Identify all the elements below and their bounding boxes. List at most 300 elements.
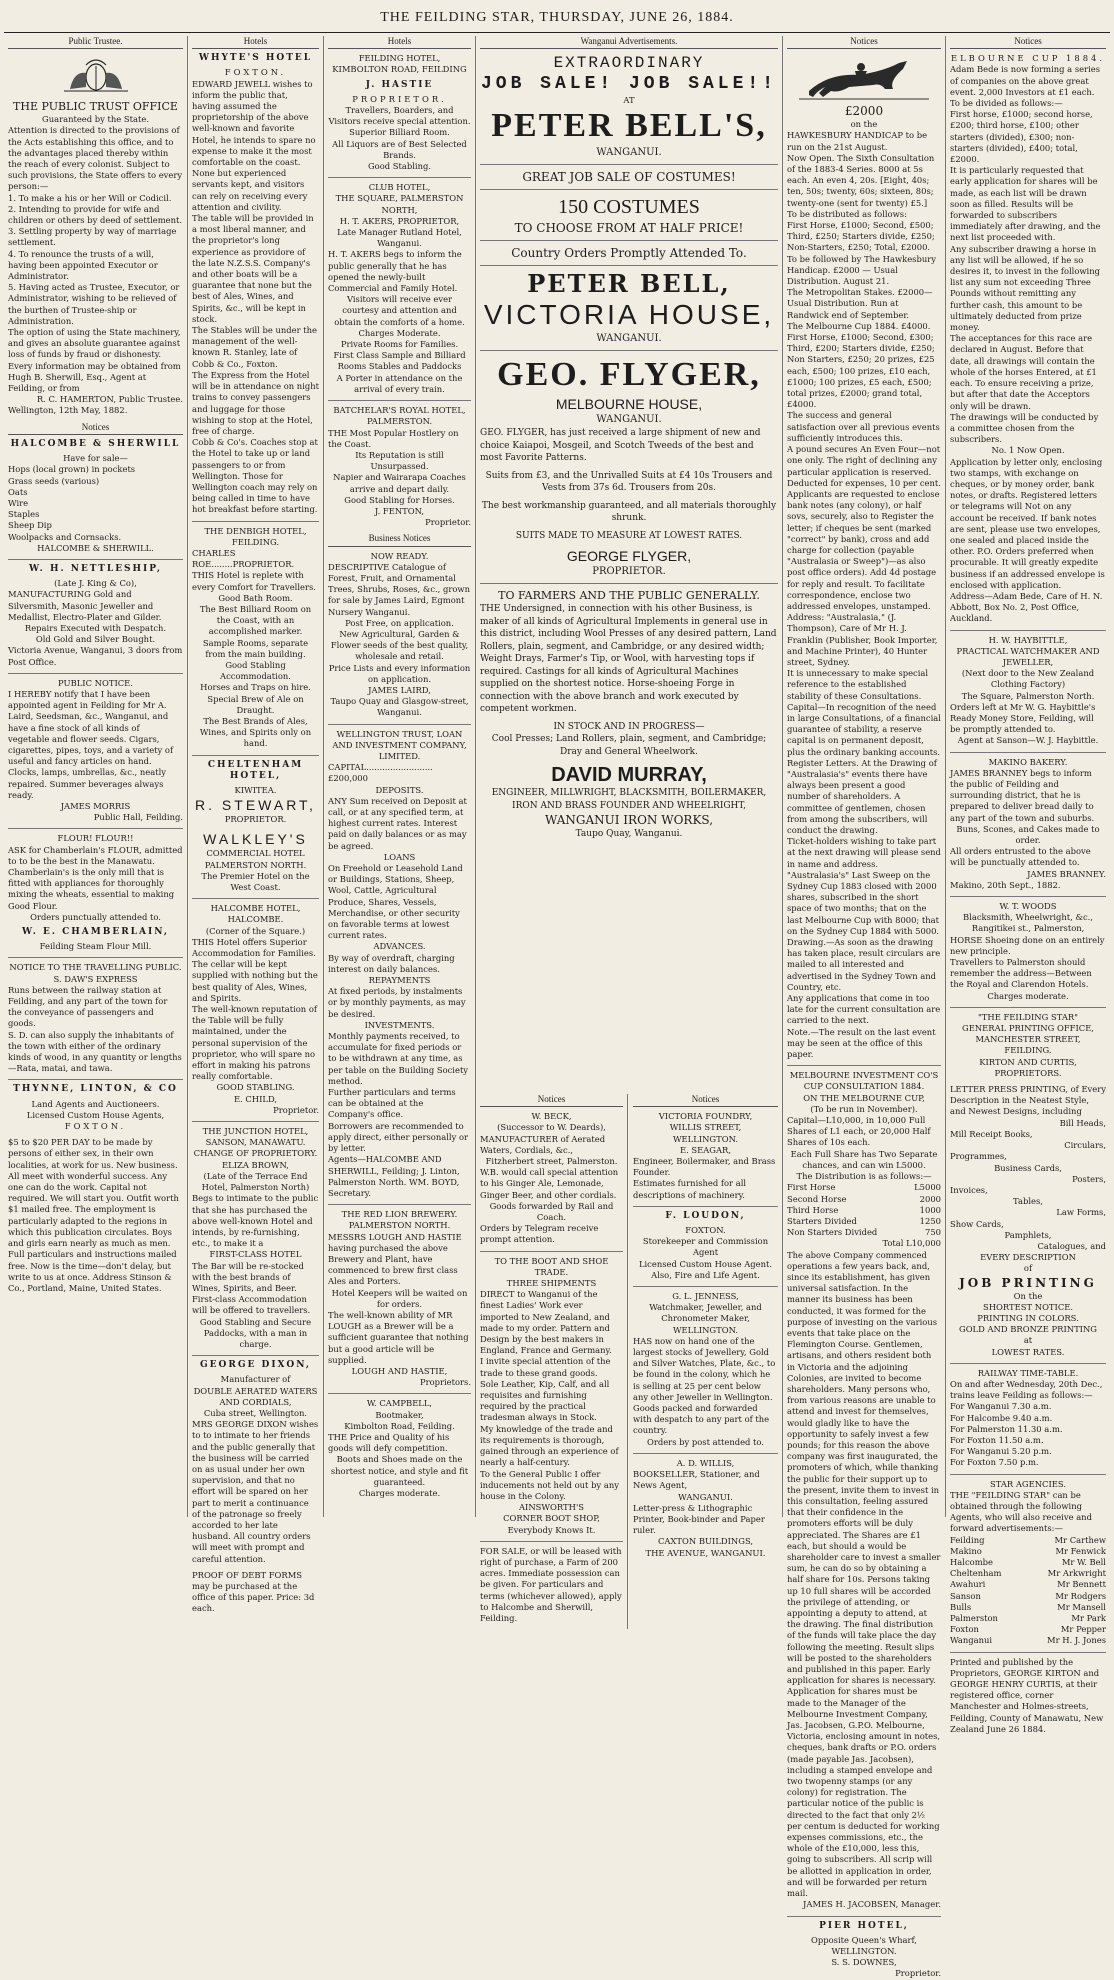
table-cell: First Horse — [787, 1182, 836, 1193]
divider — [192, 521, 319, 522]
ad-title: THYNNE, LINTON, & CO — [13, 1084, 178, 1095]
divider — [8, 957, 183, 958]
melbourne-investment-ad — [787, 1070, 941, 1910]
print-heading: EVERY DESCRIPTION — [980, 1252, 1076, 1263]
ad-body: No. 1 Now Open. — [991, 445, 1065, 456]
list-item — [950, 1635, 1106, 1646]
ad-signature: Proprietors. — [419, 1377, 471, 1388]
ad-body: The acceptances for this race are declared in August. Before that date, all drawings will contain the whole of the horses Entered, at £1 each. To ensure receiving a prize, but after that date the Acceptors only will be drawn. — [950, 333, 1097, 411]
table-cell: Non Starters Divided — [787, 1227, 878, 1238]
ad-body: The option of using the State machinery, and gives an absolute guarantee against loss of funds by fraud or dishonesty. — [8, 327, 181, 360]
ad-signature: W. E. CHAMBERLAIN, — [22, 927, 169, 938]
ad-body: Capital—L10,000, in 10,000 Full Shares of L1 each, or 20,000 Half Shares of 10s each. — [787, 1115, 931, 1148]
ad-title: VICTORIA FOUNDRY, — [658, 1111, 753, 1122]
divider — [8, 673, 183, 674]
ad-subtitle: ON THE MELBOURNE CUP, — [803, 1092, 925, 1103]
ad-body: Charges moderate. — [358, 1487, 441, 1498]
list-item — [950, 1557, 1106, 1568]
ad-address: Fitzherbert street, Palmerston. — [485, 1156, 618, 1167]
ad-body: THE Most Popular Hostlery on the Coast. — [328, 427, 459, 449]
ad-body: To be distributed as follows: — [787, 208, 907, 219]
ad-body: DESCRIPTIVE Catalogue of Forest, Fruit, and Ornamental Trees, Shrubs, Roses, &c., grown for sale by James Laird, Egmont Nursery Wanganui. — [328, 561, 470, 617]
sale-at: AT — [623, 95, 635, 106]
ad-body: Borrowers are recommended to apply direct, either personally or by letter. — [328, 1120, 469, 1154]
agent-town: Wanganui — [950, 1635, 993, 1646]
ad-body: Good Stabling and Secure Paddocks, with a man in charge. — [199, 1316, 312, 1349]
ad-body: 1. To make a his or her Will or Codicil. — [8, 192, 172, 203]
flyger-title: GEO. FLYGER, — [497, 356, 761, 394]
agent-town: Palmerston — [950, 1613, 998, 1624]
murray-body: THE Undersigned, in connection with his other Business, is maker of all kinds of Agricultural Implements in general use in this district, including Wool Presses of any desired pattern, Land Rollers, plain, segment, and Cambridge, or any desired width; Weight Drays, Farmer's Tip, or Wool, with harvesting tops if required. Castings for all kinds of Agricultural Machines supplied on the shortest notice. Horse-shoeing Forge in connection with the above branch and work executed by competent workmen. — [480, 604, 777, 715]
divider — [192, 898, 319, 899]
list-item — [950, 1568, 1106, 1579]
ad-body: GOOD STABLING. — [216, 1082, 295, 1093]
ad-body: Agent at Sanson—W. J. Haybittle. — [957, 735, 1099, 746]
ad-title: MAKINO BAKERY. — [988, 756, 1068, 767]
iron-works-title: WANGANUI IRON WORKS, — [544, 813, 714, 828]
ad-body: The well-known reputation of the Table will be fully maintained, under the personal supervision of the proprietor, who will spare no effort in making his patrons really comfortable. — [192, 1004, 318, 1082]
ad-body: Repairs Executed with Despatch. — [24, 622, 167, 633]
divider — [480, 164, 778, 165]
ad-title: WHYTE'S HOTEL — [198, 53, 313, 64]
divider — [633, 1286, 778, 1287]
ad-title: W. CAMPBELL, — [366, 1398, 433, 1409]
ad-body: Old Gold and Silver Bought. — [35, 634, 156, 645]
table-row — [787, 1182, 941, 1193]
ad-body: It is unnecessary to make special reference to the established stability of these Consultations. — [787, 668, 929, 701]
per-day-ad — [8, 1137, 183, 1294]
ad-body: Good Bath Room. — [218, 592, 293, 603]
ad-body: The above Company commenced operations a few years back, and, since its establishment, has given universal satisfaction. In the manner its business has been conducted, it was formed for the purpose of investing on the various events that take place on the Flemington Course. Gentlemen, artisans, and others resident both in Victoria and the adjoining Colonies, are invited to become shareholders. Many persons who, from various reasons are unable to attend and invest for themselves, would gladly like to have the opportunity to safely invest a few pounds; for this reason the above company was first inaugurated, the promoters of which, while thanking the public for their support up to the present, invite them to invest in this consultation, feeling assured that their confidence in the promoters efforts will be duly appreciated. The Shares are £1 each, but should a would be shareholder care to invest a smaller sum, he can do so by obtaining a half share for 10s. Persons taking up 10 full shares will be accorded the privilege of attending, or appointing a deputy to attend, at the drawing. The final distribution of the funds will take place the day following the meeting. Result slips will be posted to the shareholders and published in this paper. Early application for shares is necessary. Application for shares must be made to the Manager of the Melbourne Investment Company, Jas. Jacobsen, G.P.O. Melbourne, Victoria, enclosing amount in notes, cheques, bank drafts or P.O. orders (made payable Jas. Jacobsen), including a stamped envelope and two twopenny stamps (or any colony) for registration. The particular notice of the public is directed to the fact that only 2½ per centum is deducted for working expenses commissions, etc., the whole of the £10,000, less this, going to subscribers. All scrip will be allotted in application in order, and will be forwarded per return mail. — [787, 1249, 941, 1899]
agent-town: Halcombe — [950, 1557, 993, 1567]
ad-body: A pound secures An Even Four—not one only. The right of declining any particular application is reserved. — [787, 444, 941, 477]
ad-body: Good Stabling for Horses. — [344, 494, 455, 505]
ad-subtitle: PRACTICAL WATCHMAKER AND JEWELLER, — [956, 645, 1100, 667]
ad-subheading: REPAYMENTS — [368, 975, 431, 986]
ad-subtitle: FEILDING. — [231, 536, 280, 547]
murray-trades: ENGINEER, MILLWRIGHT, BLACKSMITH, BOILERMAKER, IRON AND BRASS FOUNDER AND WHEELRIGHT, — [491, 788, 767, 811]
table-cell: Starters Divided — [787, 1215, 857, 1226]
divider — [480, 189, 778, 190]
ad-body: On and after Wednesday, 20th Dec., trains leave Feilding as follows:— — [950, 1378, 1103, 1401]
ad-body: Attention is directed to the provisions of the Acts establishing this office, and to the advantages placed thereby within the reach of every colonist. Subject to such provisions, the State offers to every person:— — [8, 125, 183, 192]
ad-body: ANY Sum received on Deposit at call, or at any specified term, at highest current rates. Interest paid on daily balances or as may be agreed. — [328, 795, 467, 851]
ad-subtitle: KIWITEA. — [234, 785, 277, 795]
ad-title: W. BECK, — [531, 1111, 572, 1122]
flyger-body: GEO. FLYGER, has just received a large shipment of new and choice Kaiapoi, Mosgeil, and Scotch Tweeds of the best and most Favorite Patterns. — [480, 428, 761, 464]
ad-title: HALCOMBE HOTEL, — [210, 903, 301, 914]
ad-body: FIRST-CLASS HOTEL — [209, 1249, 302, 1260]
list-item — [950, 1624, 1106, 1635]
ad-body: MRS GEORGE DIXON wishes to to intimate to her friends and the public generally that the business will be carried on as usual under her own supervision, and that no effort will be spared on her part to merit a continuance of the patronage so freely accorded to her late husband. All country orders will meet with prompt and careful attention. — [192, 1419, 319, 1564]
flyger-proprietor: PROPRIETOR. — [592, 566, 666, 578]
divider — [787, 1916, 941, 1917]
column-hotels-1 — [188, 36, 323, 1614]
ad-body: The Bar will be re-stocked with the best brands of Wines, Spirits, and Beer. — [192, 1260, 304, 1293]
print-item: Programmes, — [950, 1151, 1007, 1162]
table-row — [787, 1205, 941, 1216]
print-heading: PRINTING IN COLORS. — [977, 1312, 1079, 1323]
ad-body: PROPRIETOR. — [352, 93, 447, 104]
divider — [480, 1251, 623, 1252]
print-item: Invoices, — [950, 1184, 988, 1195]
list-item — [950, 1602, 1106, 1613]
club-hotel-ad — [328, 182, 471, 395]
ad-signature: JAMES LAIRD, — [368, 684, 431, 695]
agent-name: Mr Mansell — [1057, 1601, 1106, 1612]
peter-bell-title: PETER BELL'S, — [491, 107, 767, 145]
ad-name: R. STEWART, — [195, 797, 316, 814]
divider — [950, 896, 1106, 897]
ad-item: Wire — [8, 497, 29, 508]
ad-subtitle: HALCOMBE. — [227, 914, 284, 925]
boot-trade-ad — [480, 1256, 623, 1536]
ad-title: THE DENBIGH HOTEL, — [204, 525, 307, 536]
ad-body: Cobb & Co's. Coaches stop at the Hotel to take up or land passengers to or from Wellington. Those for Wellington coach may rely on being called in time to have hot breakfast before starting. — [192, 437, 318, 515]
ad-body: Orders by post attended to. — [647, 1436, 764, 1447]
walkleys-ad — [192, 830, 319, 893]
print-item: Law Forms, — [1056, 1207, 1106, 1218]
ad-address: Feilding Steam Flour Mill. — [39, 941, 152, 952]
print-item: Show Cards, — [950, 1218, 1004, 1229]
ad-body: THE Price and Quality of his goods will defy competition. — [328, 1431, 450, 1454]
ad-body: Buns, Scones, and Cakes made to order. — [956, 823, 1100, 846]
ad-address: MANCHESTER STREET, — [975, 1034, 1081, 1045]
ad-body: THE "FEILDING STAR" can be obtained through the following Agents, who will also receive and forward advertisements:— — [950, 1489, 1092, 1534]
ad-body: DOUBLE AERATED WATERS AND CORDIALS, — [193, 1385, 318, 1407]
table-row — [787, 1194, 941, 1205]
ad-title: A. D. WILLIS, — [676, 1457, 735, 1468]
sale-headline: JOB SALE! JOB SALE!! — [480, 74, 778, 95]
ad-title: W. T. WOODS — [999, 901, 1057, 912]
ad-title: FLOUR! FLOUR!! — [57, 833, 134, 844]
ad-body: LETTER PRESS PRINTING, of Every Description in the Neatest Style, and Newest Designs, including — [950, 1084, 1106, 1117]
ad-address: Rangitikei st., Palmerston, — [971, 923, 1085, 934]
ad-body: 5. Having acted as Trustee, Executor, or Administrator, wishing to be relieved of the burthen of Trustee-ship or Administration. — [8, 282, 180, 326]
print-item: Tables, — [1013, 1196, 1043, 1207]
ad-title: THE PUBLIC TRUST OFFICE — [13, 100, 178, 114]
agent-name: Mr W. Bell — [1061, 1557, 1106, 1567]
notices-left — [476, 1094, 628, 1629]
ad-body: Visitors will receive ever courtesy and attention and obtain the comforts of a home. — [334, 294, 465, 327]
divider — [328, 724, 471, 725]
sale-headline: EXTRAORDINARY — [553, 54, 705, 73]
ad-item: Staples — [8, 509, 40, 520]
ad-subheading: ADVANCES. — [373, 941, 426, 952]
ad-subtitle: Bootmaker, — [375, 1409, 424, 1420]
ad-signature: Proprietor. — [425, 517, 471, 528]
ad-body: S. D. can also supply the inhabitants of the town with either of the ordinary kinds of wood, in any quantity or lengths—Rata, matai, and tawa. — [8, 1029, 182, 1074]
column-notices-2 — [946, 36, 1110, 1734]
ad-title: PIER HOTEL, — [819, 1920, 909, 1931]
ad-body: CAPITAL.........................£200,000 — [328, 762, 433, 784]
ad-name: E. SEAGAR, — [679, 1144, 732, 1155]
rail-time: For Wanganui 7.30 a.m. — [950, 1401, 1052, 1412]
table-row — [787, 1216, 941, 1227]
divider — [192, 755, 319, 756]
ad-body: Late Manager Rutland Hotel, Wanganui. — [337, 227, 462, 249]
ad-body: Note.—The result on the last event may be seen at the office of this paper. — [787, 1026, 936, 1060]
ad-signature: Proprietor. — [895, 1968, 941, 1979]
print-heading: at — [1023, 1335, 1033, 1346]
ad-body: All Liquors are of Best Selected Brands. — [332, 138, 467, 160]
star-agencies-ad — [950, 1479, 1106, 1647]
rail-time: For Foxton 7.50 p.m. — [950, 1457, 1039, 1468]
rail-time: For Wanganui 5.20 p.m. — [950, 1446, 1052, 1457]
ad-body: THIS Hotel is replete with every Comfort for Travellers. — [192, 570, 316, 592]
ad-title: HALCOMBE & SHERWILL — [10, 438, 181, 449]
jenness-ad — [633, 1291, 778, 1448]
table-cell: L5000 — [914, 1182, 941, 1193]
ad-signature: HALCOMBE & SHERWILL. — [37, 542, 154, 553]
ad-body: Letter-press & Lithographic Printer, Book-binder and Paper ruler. — [633, 1502, 765, 1536]
ad-subtitle: WELLINGTON. — [672, 1324, 739, 1335]
ad-body: I invite special attention of the trade to these grand goods. — [480, 1356, 611, 1378]
print-item: Posters, — [1072, 1173, 1106, 1184]
column-hotels-2 — [324, 36, 475, 1517]
ad-body: Horses and Traps on hire. — [200, 682, 311, 693]
flyger-measure: SUITS MADE TO MEASURE AT LOWEST RATES. — [515, 530, 743, 541]
ad-body: It is particularly requested that early application for shares will be made, as each list will be drawn soon as filled. Results will be forwarded to subscribers immediately after drawing, and the next list proceeded with. — [950, 165, 1101, 243]
divider — [8, 559, 183, 560]
ad-body: CHANGE OF PROPRIETORY. — [193, 1148, 318, 1159]
peter-bell-signature: PETER BELL, — [527, 269, 731, 299]
ad-title: FEILDING HOTEL, — [358, 53, 441, 64]
ad-subheading: INVESTMENTS. — [364, 1019, 435, 1030]
ad-body: Licensed Custom House Agents, — [26, 1109, 165, 1120]
ad-body: Address: "Australasia," (J. Thompson), Care of Mr H. J. Franklin (Publisher, Book Importer, and Machine Printer), 40 Hunter street, Sydney. — [787, 612, 938, 667]
ad-body: Private Rooms for Families. — [340, 339, 459, 350]
costumes-line: TO CHOOSE FROM AT HALF PRICE! — [514, 221, 744, 236]
ad-subtitle: Watchmaker, Jeweller, and Chronometer Maker, — [649, 1302, 762, 1324]
agent-town: Awahuri — [950, 1579, 986, 1590]
ad-body: To the General Public I offer inducements not held out by any house in the Colony. — [480, 1468, 619, 1501]
ad-subtitle: WANGANUI. — [678, 1491, 733, 1502]
hawkesbury-ad — [787, 130, 941, 1060]
ad-body: HAS now on hand one of the largest stocks of Jewellery, Gold and Silver Watches, Plate, &c., to be found in the colony, which he is selling at 25 per cent below any other Jeweller in Wellington. — [633, 1335, 776, 1402]
print-item: Catalogues, and — [1037, 1240, 1106, 1251]
ad-title: CLUB HOTEL, — [368, 182, 431, 193]
divider — [480, 1541, 623, 1542]
ad-subtitle: PALMERSTON NORTH. — [204, 859, 307, 870]
print-item: Bill Heads, — [1059, 1117, 1106, 1128]
table-cell: 1000 — [919, 1204, 941, 1215]
ad-body: The Best Billiard Room on the Coast, with an accomplished marker. — [199, 603, 312, 637]
flyger-signature: GEORGE FLYGER, — [566, 548, 692, 565]
ad-body: Good Stabling Accommodation. — [220, 659, 291, 682]
ad-body: Sample Rooms, separate from the main building. — [202, 637, 309, 659]
ad-title: G. L. JENNESS, — [672, 1291, 739, 1302]
ad-item: Woolpacks and Cornsacks. — [8, 531, 122, 542]
ad-body: W.B. would call special attention to his Ginger Ale, Lemonade, Ginger Beer, and other cordials. — [480, 1167, 619, 1200]
divider — [633, 1206, 778, 1207]
distribution-table — [787, 1182, 941, 1238]
agent-town: Feilding — [950, 1534, 985, 1545]
ad-body: Orders by Telegram receive prompt attention. — [480, 1223, 599, 1245]
ad-body: $5 to $20 PER DAY to be made by persons of either sex, in their own localities, at work for us. New business. All meet with wonderful success. Any one can do the work. Capital not required. We will start you. Outfit worth $1 mailed free. The employment is particularly adapted to the regions in which this publication circulates. Boys and girls earn nearly as much as men. Full particulars and instructions mailed free. Now is the time—don't delay, but write to us at once. Address Stinson & Co., Portland, Maine, United States. — [8, 1137, 179, 1293]
ad-title: ELBOURNE CUP 1884. — [950, 53, 1106, 64]
column-wanganui-advertisements — [476, 36, 782, 1623]
farm-sale-ad — [480, 1546, 623, 1624]
town: WANGANUI. — [596, 147, 662, 159]
ad-body: Now Open. The Sixth Consultation of the 1883-4 Series. 8000 at 5s each. An even 4, 20s. [Eight, 40s; ten, 50s; twenty, 60s; sixteen, 80s; twenty-one (sent for twenty) £5.] — [787, 152, 935, 208]
section-heading: Notices — [8, 422, 183, 435]
masthead-line: THE FEILDING STAR, THURSDAY, JUNE 26, 1884. — [380, 10, 734, 25]
table-row — [787, 1227, 941, 1238]
ad-body: First Class Sample and Billiard Rooms Stables and Paddocks — [333, 350, 466, 372]
divider — [8, 828, 183, 829]
ad-body: HAWKESBURY HANDICAP to be run on the 21st August. — [787, 130, 928, 152]
ad-body: To be followed by The Hawkesbury Handicap. £2000 — Usual Distribution. August 21. — [787, 253, 936, 287]
agent-town: Sanson — [950, 1590, 981, 1601]
ad-body: Special Brew of Ale on Draught. — [207, 693, 304, 715]
halcombe-hotel-ad — [192, 903, 319, 1116]
distribution-title: The Distribution is as follows:— — [796, 1171, 932, 1182]
makino-bakery-ad — [950, 757, 1106, 891]
print-heading: On the — [1013, 1290, 1043, 1301]
list-item — [950, 1613, 1106, 1624]
ad-signature: JAMES MORRIS — [60, 800, 131, 811]
ad-body: Hotel Keepers will be waited on for orders. — [331, 1287, 468, 1309]
ad-body: First Horse, £1000; Second, £500; Third, £250; Starters divide, £250; Non-Starters, £250; Total, £2000. — [787, 220, 935, 253]
public-notice-ad — [8, 678, 183, 824]
royal-crest-icon — [56, 53, 136, 95]
ad-body: Post Free, on application. — [345, 617, 454, 628]
ad-body: My knowledge of the trade and its requirements is thorough, gained through an experience of nearly a half-century. — [480, 1423, 619, 1468]
willis-ad — [633, 1458, 778, 1559]
ad-title: THE RED LION BREWERY. — [341, 1209, 458, 1220]
woods-ad — [950, 901, 1106, 1002]
ad-body: The Best Brands of Ales, Wines, and Spirits only on hand. — [199, 715, 312, 749]
pier-hotel-ad — [787, 1921, 941, 1980]
ad-body: The table will be provided in a most liberal manner, and the proprietor's long experience as providore of the late N.Z.S.S. Company's and other boats will be a guarantee that none but the best of Ales, Wines, and Spirits, &c., will be kept in stock. — [192, 213, 314, 324]
ad-body: All orders entrusted to the above will be punctually attended to. — [950, 846, 1091, 868]
melbourne-house-title: MELBOURNE HOUSE, — [555, 396, 703, 413]
ad-body: Each Full Share has Two Separate chances, and can win L5000. — [790, 1148, 938, 1170]
halcombe-ad — [8, 439, 183, 554]
table-cell: 750 — [925, 1227, 941, 1238]
agent-town: Cheltenham — [950, 1568, 1002, 1579]
ad-body: JAMES BRANNEY begs to inform the public of Feilding and surrounding district, that he is prepared to deliver bread daily to any part of the town and suburbs. — [950, 767, 1095, 823]
table-cell: 1250 — [919, 1215, 941, 1226]
agent-name: Mr Arkwright — [1047, 1568, 1106, 1579]
ad-body: (Next door to the New Zealand Clothing Factory) — [961, 668, 1095, 690]
ad-body: The drawings will be conducted by a committee chosen from the subscribers. — [950, 411, 1099, 445]
agent-town: Bulls — [950, 1601, 972, 1612]
ad-signature: S. S. DOWNES, — [831, 1957, 897, 1968]
ad-body: Capital—In recognition of the need in large Consultations, of a financial guarantee of stability, a reserve capital is on permanent deposit, plus the ordinary banking accounts. — [787, 701, 941, 757]
victoria-foundry-ad — [633, 1111, 778, 1201]
ad-body: Charges moderate. — [987, 990, 1069, 1001]
rail-time: For Halcombe 9.40 a.m. — [950, 1412, 1053, 1423]
ad-body: Have for sale— — [63, 453, 128, 464]
divider — [950, 1474, 1106, 1475]
ad-signature: LOUGH AND HASTIE, — [351, 1365, 448, 1376]
beck-ad — [480, 1111, 623, 1245]
ad-subtitle: PALMERSTON NORTH. — [348, 1220, 451, 1231]
ad-signature: Proprietor. — [273, 1104, 319, 1115]
ad-body: MESSRS LOUGH AND HASTIE having purchased the above Brewery and Plant, have commenced to brew first class Ales and Porters. — [328, 1231, 462, 1287]
nettleship-ad — [8, 564, 183, 668]
ad-body: Begs to intimate to the public that she has purchased the above well-known Hotel and intends, by re-furnishing, etc., to make it a — [192, 1193, 319, 1249]
haybittle-ad — [950, 635, 1106, 747]
divider — [950, 752, 1106, 753]
ad-address: FEILDING. — [1004, 1045, 1052, 1056]
divider — [480, 350, 778, 351]
ad-body: Orders punctually attended to. — [30, 911, 161, 922]
ad-body: CHARLES ROE........PROPRIETOR. — [192, 547, 295, 570]
distribution-total: Total L10,000 — [882, 1238, 941, 1249]
ad-body: 4. To renounce the trusts of a will, having been appointed Executor or Administrator. — [8, 248, 158, 282]
ad-subtitle: GENERAL PRINTING OFFICE, — [962, 1023, 1094, 1034]
cheltenham-hotel-ad — [192, 760, 319, 826]
ad-address: FOXTON. — [64, 1121, 127, 1132]
ad-body: HORSE Shoeing done on an entirely new principle. — [950, 934, 1105, 956]
campbell-ad — [328, 1398, 471, 1499]
ad-body: Superior Billiard Room. — [349, 127, 450, 138]
ad-title: RAILWAY TIME-TABLE. — [977, 1367, 1079, 1378]
ad-body: Further particulars and terms can be obtained at the Company's office. — [328, 1087, 456, 1120]
column-heading: Hotels — [192, 36, 319, 49]
ad-subtitle: THREE SHIPMENTS — [506, 1278, 597, 1289]
ad-subtitle: KIMBOLTON ROAD, FEILDING — [332, 64, 467, 75]
ad-body: PROPRIETOR. — [224, 814, 287, 825]
ad-body: Chamberlain's is the only mill that is fitted with appliances for thoroughly mixing the wheats, essential to making Good Flour. — [8, 867, 175, 911]
agent-name: Mr Carthew — [1054, 1534, 1106, 1545]
ad-address: THE AVENUE, WANGANUI. — [645, 1547, 766, 1558]
section-heading: Notices — [633, 1094, 778, 1107]
ad-title: BATCHELAR'S ROYAL HOTEL, — [333, 405, 466, 416]
ad-body: BOOKSELLER, Stationer, and News Agent, — [633, 1469, 760, 1491]
ad-body: The Melbourne Cup 1884. £4000. First Horse, £1000; Second, £300; Third, £200; Starters divide, £250; Non Starters, £250; 20 prizes, £25 each, £500; 100 prizes, £10 each, £1000; 100 prizes, £5 each, £500; total prizes, £2000; grand total, £4000. — [787, 320, 935, 410]
ad-name: J. HASTIE — [365, 79, 434, 90]
ad-body: A Porter in attendance on the arrival of every train. — [336, 372, 463, 394]
print-item: Business Cards, — [994, 1162, 1062, 1173]
divider — [480, 240, 778, 241]
divider — [328, 1204, 471, 1205]
table-cell: Third Horse — [787, 1204, 839, 1215]
ad-title: F. LOUDON, — [665, 1210, 746, 1221]
ad-subheading: DEPOSITS. — [375, 784, 424, 795]
divider — [8, 1079, 183, 1080]
table-cell: Second Horse — [787, 1193, 847, 1204]
ad-signature: Everybody Knows It. — [507, 1524, 596, 1535]
ad-signature: J. FENTON, — [374, 505, 425, 516]
ad-signature: AINSWORTH'S — [519, 1502, 584, 1513]
ad-body: FOR SALE, or will be leased with right of purchase, a Farm of 200 acres. Immediate possession can be given. For particulars and terms (whichever allowed), apply to Halcombe and Sherwill, Feilding. — [480, 1545, 622, 1623]
ad-body: The well-known ability of MR LOUGH as a Brewer will be a sufficient guarantee that nothing but a good article will be supplied. — [328, 1309, 469, 1365]
ad-title: PUBLIC NOTICE. — [58, 677, 133, 688]
public-trust-ad — [8, 99, 183, 416]
costumes-line: 150 COSTUMES — [558, 196, 700, 219]
notices-right — [629, 1094, 782, 1564]
junction-hotel-ad — [192, 1126, 319, 1350]
divider — [192, 1121, 319, 1122]
ad-body: Ticket-holders wishing to take part at the next drawing will please send in name and address. — [787, 836, 941, 869]
ad-body: New Agricultural, Garden & Flower seeds of the best quality, wholesale and retail. — [330, 628, 469, 662]
wellington-trust-ad — [328, 729, 471, 1200]
ad-body: H. T. AKERS, PROPRIETOR, — [339, 215, 460, 226]
town: WANGANUI. — [596, 414, 662, 426]
ad-signature: CORNER BOOT SHOP, — [503, 1513, 600, 1524]
ad-body: First-class Accommodation will be offered to travellers. — [192, 1294, 311, 1316]
ad-signature: JAMES H. JACOBSEN, Manager. — [803, 1899, 941, 1910]
ad-title: THE JUNCTION HOTEL, — [202, 1126, 309, 1137]
ad-subtitle: PALMERSTON. — [366, 416, 433, 427]
ad-body: THIS Hotel offers Superior Accommodation for Families. — [192, 936, 316, 959]
divider — [950, 1652, 1106, 1653]
ad-body: Travellers to Palmerston should remember the address—Between the Royal and Clarendon Hotels. — [950, 957, 1092, 990]
